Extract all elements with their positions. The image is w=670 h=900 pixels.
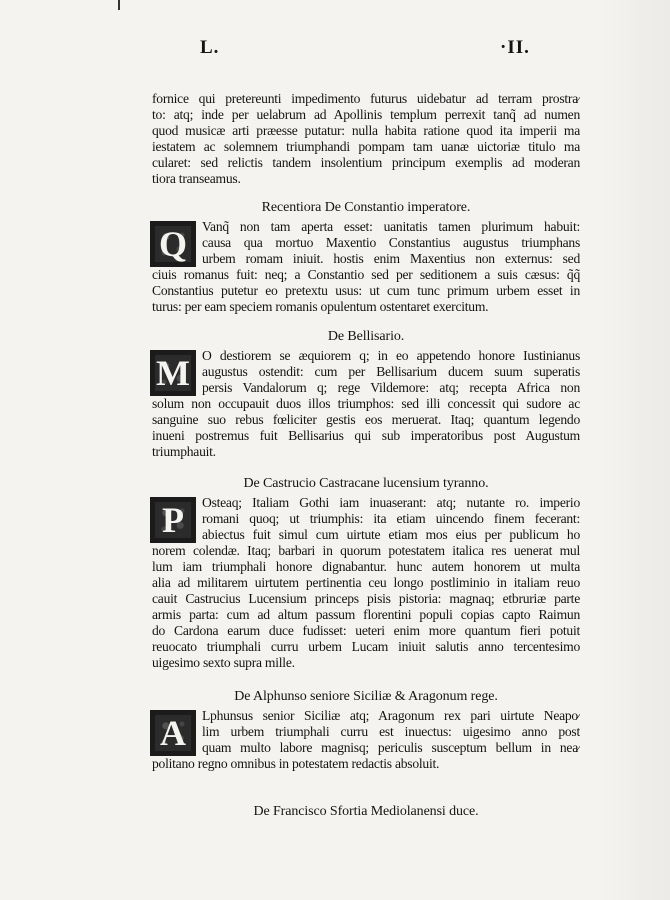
text-line: Osteaq; Italiam Gothi iam inuaserant: atq; nutante ro. imperio xyxy=(202,495,580,510)
text-line: reuocato triumphali curru urbem Lucam iniuit salutis anno tercentesimo xyxy=(152,639,580,654)
section-heading-francisco: De Francisco Sfortia Mediolanensi duce. xyxy=(253,804,479,819)
text-line: urbem romam iniuit. hostis enim Maxentius non externus: sed xyxy=(202,251,580,266)
page-header-left: L. xyxy=(200,37,220,58)
text-line: cauit Castrucius Lucensium princeps pisis pistoria: magnaq; etbruriæ parte xyxy=(152,591,580,606)
section-heading-alphunso: De Alphunso seniore Siciliæ & Aragonum rege. xyxy=(234,689,498,704)
text-line: O destiorem se æquiorem q; in eo appetendo honore Iustinianus xyxy=(202,348,580,363)
text-line: romani quoq; ut triumphis: ita etiam uincendo finem fecerant: xyxy=(202,511,580,526)
text-line: norem colendæ. Itaq; barbari in quorum potestatem italica res uenerat mul xyxy=(152,543,580,558)
section-heading-castrucio: De Castrucio Castracane lucensium tyranno. xyxy=(243,476,489,491)
text-line: politano regno omnibus in potestatem redactis absoluit. xyxy=(152,756,440,771)
text-line: Constantius putetur eo pretextu usus: ut cum tunc primum urbem esset in xyxy=(152,283,580,298)
text-line: tiora transeamus. xyxy=(152,171,241,186)
text-line: lum iam triumphali honore dignabantur. hunc autem honorem ut multa xyxy=(152,559,580,574)
page-header-right: ·II. xyxy=(500,37,530,58)
text-line: causa qua mortuo Maxentio Constantius augustus triumphans xyxy=(202,235,580,250)
text-line: iestatem ac solemnem triumphandi pompam tam uanæ uictoriæ titulo ma xyxy=(152,139,580,154)
drop-cap-letter: P xyxy=(162,500,184,540)
text-line: solum non occupauit duos illos triumphos: sed illi concessit qui sudore ac xyxy=(152,396,580,411)
drop-cap-letter: A xyxy=(160,713,186,753)
drop-cap-letter: M xyxy=(156,353,190,393)
section-body-castrucio xyxy=(152,495,580,671)
text-line: cularet: sed relictis tandem insolentium principum exemplis ad moderan xyxy=(152,155,580,170)
text-line: uigesimo sexto supra mille. xyxy=(152,655,295,670)
section-heading-bellisario: De Bellisario. xyxy=(327,329,405,344)
drop-cap-letter: Q xyxy=(158,224,187,264)
text-line: augustus ostendit: cum per Bellisarium ducem suum superatis xyxy=(202,364,580,379)
text-line: alia ad militarem uirtutem pertinentia ceu longo postliminio in italiam reuo xyxy=(152,575,580,590)
text-line: lim urbem triumphali curru est inuectus: uigesimo anno post xyxy=(202,724,580,739)
section-heading-constantius: Recentiora De Constantio imperatore. xyxy=(261,200,471,215)
text-line: Vanq̃ non tam aperta esset: uanitatis tamen plurimum habuit: xyxy=(202,219,580,234)
text-line: quam multo labore magnisq; periculis susceptum bellum in nea⁄ xyxy=(202,740,580,755)
intro-paragraph xyxy=(152,91,580,187)
text-line: ciuis romanus fuit: neq; a Constantio sed per seditionem a suis cæsus: q̃q̃ xyxy=(152,267,580,282)
text-line: persis Vandalorum q; rege Vildemore: atq; recepta Africa non xyxy=(202,380,580,395)
section-body-constantius xyxy=(152,219,580,315)
text-line: to: atq; inde per uelabrum ad Apollinis templum perrexit tanq̃ ad numen xyxy=(152,107,580,122)
page-edge-shadow xyxy=(600,0,670,900)
corner-mark xyxy=(118,0,120,10)
text-line: quod musicæ arti præesse putatur: nulla habita ratione quod ita imperii ma xyxy=(152,123,580,138)
section-body-alphunso xyxy=(152,708,580,772)
section-body-bellisario xyxy=(152,348,580,460)
text-line: do Cardona earum duce fudisset: ueteri enim more quantum fieri potuit xyxy=(152,623,580,638)
text-line: inueni postremus fuit Bellisarius qui sub imperatoribus post Augustum xyxy=(152,428,580,443)
text-line: triumphauit. xyxy=(152,444,216,459)
text-line: fornice qui pretereunti impedimento futurus uidebatur ad terram prostra⁄ xyxy=(152,91,580,106)
text-line: armis parta: cum ad altum passum florentini populi copias capto Raimun xyxy=(152,607,580,622)
text-line: Lphunsus senior Siciliæ atq; Aragonum rex pari uirtute Neapo⁄ xyxy=(202,708,580,723)
text-line: sanguine suo rebus fœliciter gestis eos meruerat. Itaq; quantum legendo xyxy=(152,412,580,427)
text-line: abiectus fuit simul cum uirtute etiam mos eius per publicum ho xyxy=(202,527,580,542)
text-line: turus: per eam speciem romanis opulentum ostentaret exercitum. xyxy=(152,299,489,314)
